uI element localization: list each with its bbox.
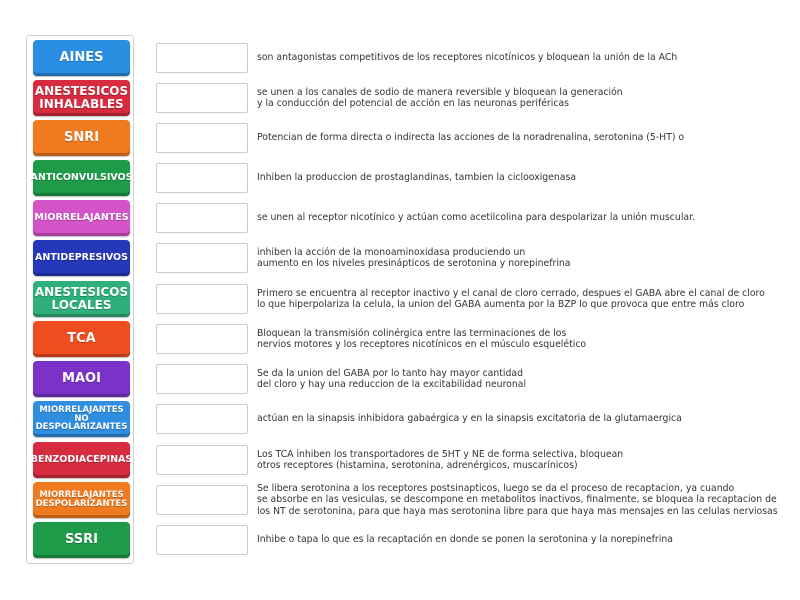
- description-text: Inhibe o tapa lo que es la recaptación en donde se ponen la serotonina y la norepinefrina: [257, 534, 673, 546]
- description-text: inhiben la acción de la monoaminoxidasa produciendo un aumento en los niveles presinápticos de serotonina y norepinefrina: [257, 246, 571, 269]
- tile-benzodiacepinas[interactable]: BENZODIACEPINAS: [33, 442, 130, 478]
- tile-miorrelajantes-no-despolarizantes[interactable]: MIORRELAJANTES NO DESPOLARIZANTES: [33, 401, 130, 437]
- description-text: Potencian de forma directa o indirecta las acciones de la noradrenalina, serotonina (5-HT) o: [257, 132, 685, 144]
- description-text: Primero se encuentra al receptor inactivo y el canal de cloro cerrado, despues el GABA abre el canal de cloro lo que hiperpolariza la celula, la union del GABA aumenta por la BZP lo que provoca que entre más cloro: [257, 287, 765, 310]
- tile-miorrelajantes-despolarizantes[interactable]: MIORRELAJANTES DESPOLARIZANTES: [33, 482, 130, 518]
- drop-slot[interactable]: [156, 525, 248, 555]
- description-text: Bloquean la transmisión colinérgica entre las terminaciones de los nervios motores y los receptores nicotínicos en el músculo esquelético: [257, 327, 587, 350]
- tile-aines[interactable]: AINES: [33, 40, 130, 76]
- description-text: Se libera serotonina a los receptores postsinapticos, luego se da el proceso de recaptacion, ya cuando se absorbe en las vesiculas, se descompone en metabolitos inactivos, finalmente, se bloquea la recaptacion de los NT de serotonina, para que haya mas serotonina libre para que haya mas mensajes en las celulas nerviosas: [257, 483, 778, 517]
- description-text: se unen al receptor nicotínico y actúan como acetilcolina para despolarizar la unión muscular.: [257, 212, 696, 224]
- tile-anestesicos-locales[interactable]: ANESTESICOS LOCALES: [33, 281, 130, 317]
- drop-slot[interactable]: [156, 123, 248, 153]
- tile-miorrelajantes[interactable]: MIORRELAJANTES: [33, 200, 130, 236]
- drop-slot[interactable]: [156, 364, 248, 394]
- drop-slot[interactable]: [156, 284, 248, 314]
- drop-slot[interactable]: [156, 163, 248, 193]
- drop-slot[interactable]: [156, 243, 248, 273]
- description-text: son antagonistas competitivos de los receptores nicotínicos y bloquean la unión de la ACh: [257, 52, 678, 64]
- tile-ssri[interactable]: SSRI: [33, 522, 130, 558]
- drop-slot[interactable]: [156, 485, 248, 515]
- tile-tca[interactable]: TCA: [33, 321, 130, 357]
- description-text: Los TCA inhiben los transportadores de 5HT y NE de forma selectiva, bloquean otros receptores (histamina, serotonina, adrenérgicos, muscarínicos): [257, 448, 624, 471]
- tile-anestesicos-inhalables[interactable]: ANESTESICOS INHALABLES: [33, 80, 130, 116]
- drop-slot[interactable]: [156, 324, 248, 354]
- description-text: Se da la union del GABA por lo tanto hay mayor cantidad del cloro y hay una reduccion de la excitabilidad neuronal: [257, 367, 527, 390]
- drop-slot[interactable]: [156, 83, 248, 113]
- description-text: Inhiben la produccion de prostaglandinas, tambien la ciclooxigenasa: [257, 172, 577, 184]
- description-text: se unen a los canales de sodio de manera reversible y bloquean la generación y la conducción del potencial de acción en las neuronas periféricas: [257, 86, 623, 109]
- tile-snri[interactable]: SNRI: [33, 120, 130, 156]
- description-text: actúan en la sinapsis inhibidora gabaérgica y en la sinapsis excitatoria de la glutamaergica: [257, 413, 682, 425]
- drop-slot[interactable]: [156, 404, 248, 434]
- drop-slot[interactable]: [156, 43, 248, 73]
- drop-slot[interactable]: [156, 445, 248, 475]
- tile-antidepresivos[interactable]: ANTIDEPRESIVOS: [33, 240, 130, 276]
- drop-slot[interactable]: [156, 203, 248, 233]
- tile-anticonvulsivos[interactable]: ANTICONVULSIVOS: [33, 160, 130, 196]
- tile-maoi[interactable]: MAOI: [33, 361, 130, 397]
